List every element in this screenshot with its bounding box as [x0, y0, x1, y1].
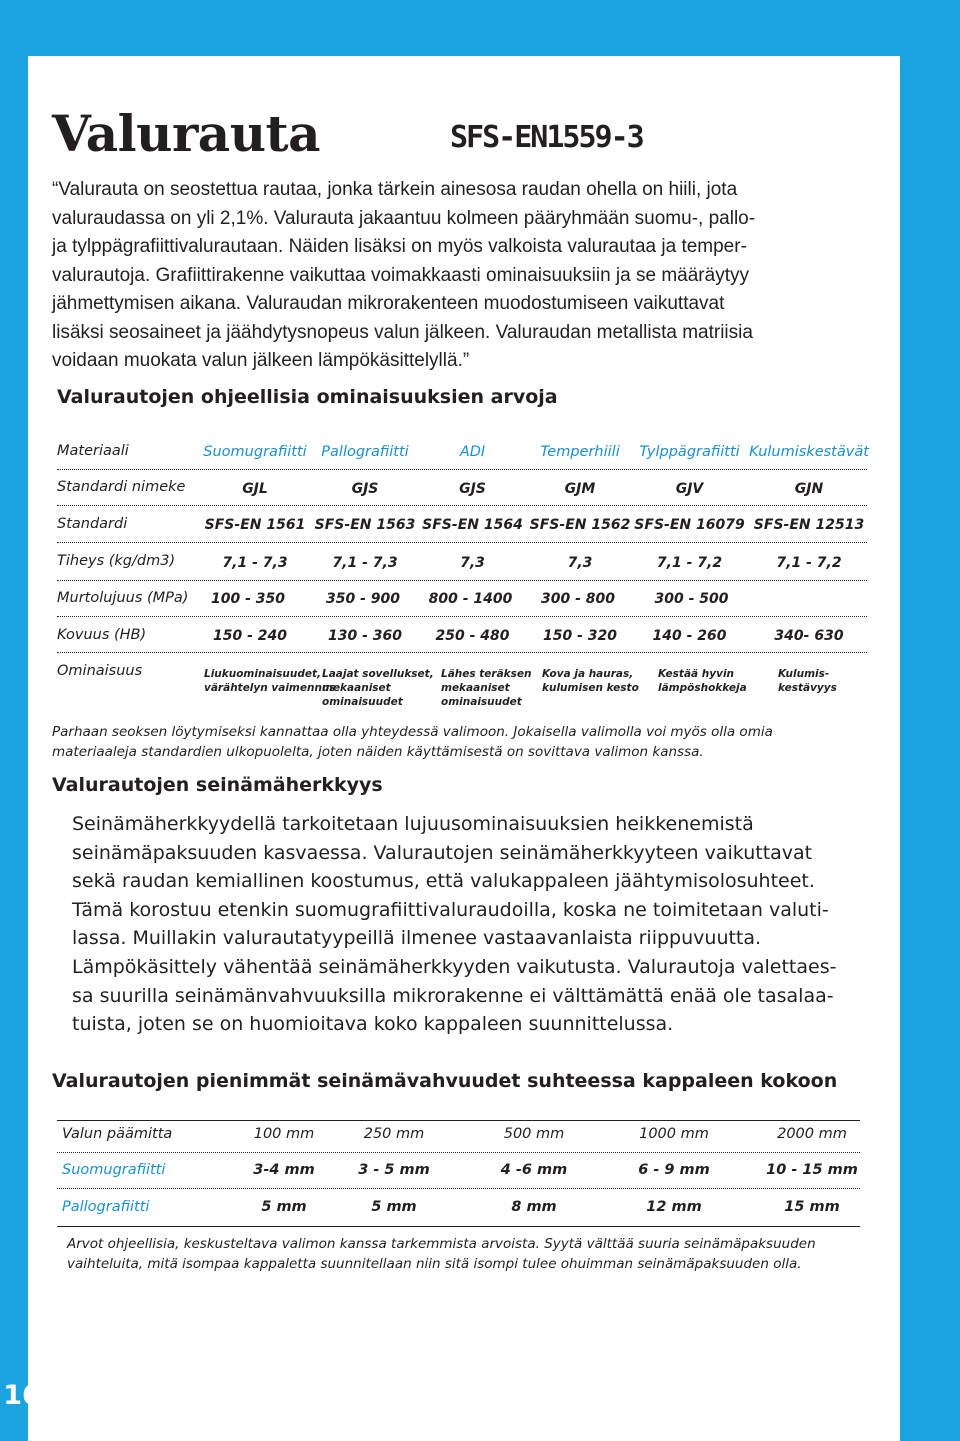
- row-label-valun-paamitta: Valun päämitta: [62, 1126, 173, 1142]
- table-cell: Kulumiskestävät: [749, 444, 869, 460]
- body-line: tuista, joten se on huomioitava koko kappaleen suunnittelussa.: [72, 1013, 674, 1036]
- table-cell: SFS-EN 1564: [422, 517, 523, 533]
- table-cell: 7,3: [460, 555, 485, 571]
- intro-line: voidaan muokata valun jälkeen lämpökäsittelyllä.”: [52, 350, 470, 371]
- table-cell: 250 - 480: [435, 628, 510, 644]
- row-divider: [57, 542, 867, 543]
- table-cell: SFS-EN 12513: [753, 517, 865, 533]
- standard-code: SFS-EN1559-3: [450, 120, 643, 155]
- table-note: [52, 722, 872, 762]
- intro-paragraph: [52, 176, 872, 376]
- table-cell: 350 - 900: [325, 591, 400, 607]
- table-cell: 12 mm: [646, 1199, 702, 1215]
- table-cell: 150 - 240: [212, 628, 287, 644]
- table-cell: 5 mm: [261, 1199, 307, 1215]
- body-line: sa suurilla seinämänvahvuuksilla mikrorakenne ei välttämättä enää ole tasalaa-: [72, 984, 834, 1007]
- wall-sensitivity-heading: Valurautojen seinämäherkkyys: [52, 774, 383, 796]
- row-label-tiheys: Tiheys (kg/dm3): [57, 553, 176, 569]
- note-line: Parhaan seoksen löytymiseksi kannattaa olla yhteydessä valimoon. Jokaisella valimolla voi myös olla omia: [52, 724, 773, 740]
- table-cell: 8 mm: [511, 1199, 557, 1215]
- table-cell: GJS: [459, 481, 486, 497]
- table-cell: 130 - 360: [327, 628, 402, 644]
- table-top-rule: [57, 1120, 860, 1121]
- table-cell: 15 mm: [784, 1199, 840, 1215]
- body-line: lassa. Muillakin valurautatyypeillä ilmenee vastaavanlaista riippuvuutta.: [72, 927, 762, 950]
- row-label-ominaisuus: Ominaisuus: [57, 663, 143, 679]
- table-cell: 5 mm: [371, 1199, 417, 1215]
- property-text: Laajat sovellukset, mekaaniset ominaisuudet: [322, 668, 434, 708]
- table-cell: 140 - 260: [652, 628, 727, 644]
- table-header-cell: 100 mm: [253, 1126, 315, 1142]
- page-number: 16: [3, 1380, 41, 1411]
- table-cell: Tylppägrafiitti: [639, 444, 740, 460]
- table-header-cell: 500 mm: [503, 1126, 565, 1142]
- table-cell: 100 - 350: [210, 591, 285, 607]
- properties-table-heading: Valurautojen ohjeellisia ominaisuuksien arvoja: [57, 386, 558, 408]
- table-cell: 300 - 800: [540, 591, 615, 607]
- table-cell: 800 - 1400: [428, 591, 513, 607]
- page-title: Valurauta: [52, 104, 321, 163]
- table-cell: 7,1 - 7,2: [656, 555, 723, 571]
- intro-line: jähmettymisen aikana. Valuraudan mikrorakenteen muodostumiseen vaikuttavat: [52, 293, 725, 314]
- min-wall-heading: Valurautojen pienimmät seinämävahvuudet suhteessa kappaleen kokoon: [52, 1070, 838, 1092]
- table-cell: 6 - 9 mm: [638, 1162, 710, 1178]
- note-line: vaihteluita, mitä isompaa kappaletta suunnitellaan niin sitä isompi tulee ohuimman seinämäpaksuuden olla.: [67, 1256, 802, 1272]
- body-line: Tämä korostuu etenkin suomugrafiittivaluraudoilla, koska ne toimitetaan valuti-: [72, 898, 829, 921]
- table-cell: 7,3: [567, 555, 593, 571]
- table-header-cell: 250 mm: [363, 1126, 425, 1142]
- table-cell: Temperhiili: [540, 444, 620, 460]
- intro-line: valuraudassa on yli 2,1%. Valurauta jakaantuu kolmeen pääryhmään suomu-, pallo-: [52, 207, 756, 229]
- row-label-pallografiitti: Pallografiitti: [62, 1199, 150, 1215]
- table-cell: 7,1 - 7,2: [776, 555, 842, 571]
- body-line: sekä raudan kemiallinen koostumus, että valukappaleen jäähtymisolosuhteet.: [72, 870, 815, 893]
- table-cell: 10 - 15 mm: [766, 1162, 858, 1178]
- row-divider: [57, 580, 867, 581]
- row-label-materiaali: Materiaali: [57, 443, 129, 459]
- note-line: Arvot ohjeellisia, keskusteltava valimon kanssa tarkemmista arvoista. Syytä välttää suuria seinämäpaksuuden: [67, 1236, 816, 1252]
- table-cell: 4 -6 mm: [500, 1162, 568, 1178]
- table-cell: 340- 630: [774, 628, 844, 644]
- table-cell: 150 - 320: [542, 628, 617, 644]
- table-cell: SFS-EN 1562: [529, 517, 631, 533]
- table-cell: Pallografiitti: [321, 444, 409, 460]
- row-label-suomugrafiitti: Suomugrafiitti: [62, 1162, 166, 1178]
- row-divider: [57, 616, 867, 617]
- table-bottom-rule: [57, 1226, 860, 1227]
- property-text: Lähes teräksen mekaaniset ominaisuudet: [441, 668, 532, 708]
- row-divider: [57, 1152, 860, 1153]
- intro-line: lisäksi seosaineet ja jäähdytysnopeus valun jälkeen. Valuraudan metallista matriisia: [52, 321, 753, 343]
- table-cell: GJV: [675, 481, 704, 497]
- table-cell: SFS-EN 1563: [314, 517, 416, 533]
- table-cell: GJM: [564, 481, 596, 497]
- row-divider: [57, 1188, 860, 1189]
- table-cell: GJN: [794, 481, 824, 497]
- row-label-standardi-nimeke: Standardi nimeke: [57, 479, 186, 495]
- wall-sensitivity-paragraph: [72, 810, 852, 1039]
- table-cell: 3 - 5 mm: [358, 1162, 430, 1178]
- table-cell: 7,1 - 7,3: [222, 555, 288, 571]
- intro-line: valurautoja. Grafiittirakenne vaikuttaa voimakkaasti ominaisuuksiin ja se määräytyy: [52, 264, 749, 286]
- table-cell: 300 - 500: [654, 591, 729, 607]
- body-line: Lämpökäsittely vähentää seinämäherkkyyden vaikutusta. Valurautoja valettaes-: [72, 955, 837, 978]
- table-cell: 3-4 mm: [253, 1162, 315, 1178]
- table-cell: GJL: [242, 481, 268, 497]
- table-header-cell: 1000 mm: [639, 1126, 709, 1142]
- table-cell: ADI: [459, 444, 486, 460]
- property-text: Liukuominaisuudet, värähtelyn vaimennus: [204, 668, 336, 694]
- table-cell: GJS: [351, 481, 379, 497]
- table-cell: SFS-EN 1561: [204, 517, 306, 533]
- row-label-standardi: Standardi: [57, 516, 128, 532]
- table-cell: 7,1 - 7,3: [332, 555, 398, 571]
- min-wall-note: [67, 1234, 867, 1274]
- property-text: Kestää hyvin lämpöshokkeja: [658, 668, 747, 694]
- property-text: Kova ja hauras, kulumisen kesto: [542, 668, 639, 694]
- intro-line: ja tylppägrafiittivalurautaan. Näiden lisäksi on myös valkoista valurautaa ja temper-: [52, 236, 747, 257]
- row-divider: [57, 505, 867, 506]
- row-divider: [57, 652, 867, 653]
- note-line: materiaaleja standardien ulkopuolelta, joten näiden käyttämisestä on sovittava valimon kanssa.: [52, 744, 704, 760]
- row-label-murtolujuus: Murtolujuus (MPa): [57, 590, 189, 606]
- table-cell: SFS-EN 16079: [634, 517, 745, 533]
- table-cell: Suomugrafiitti: [203, 444, 307, 460]
- intro-line: “Valurauta on seostettua rautaa, jonka tärkein ainesosa raudan ohella on hiili, jota: [52, 179, 738, 200]
- row-label-kovuus: Kovuus (HB): [57, 627, 147, 643]
- body-line: seinämäpaksuuden kasvaessa. Valurautojen seinämäherkkyyteen vaikuttavat: [72, 841, 813, 864]
- table-header-cell: 2000 mm: [777, 1126, 847, 1142]
- property-text: Kulumis- kestävyys: [778, 668, 837, 694]
- row-divider: [57, 469, 867, 470]
- body-line: Seinämäherkkyydellä tarkoitetaan lujuusominaisuuksien heikkenemistä: [72, 813, 754, 835]
